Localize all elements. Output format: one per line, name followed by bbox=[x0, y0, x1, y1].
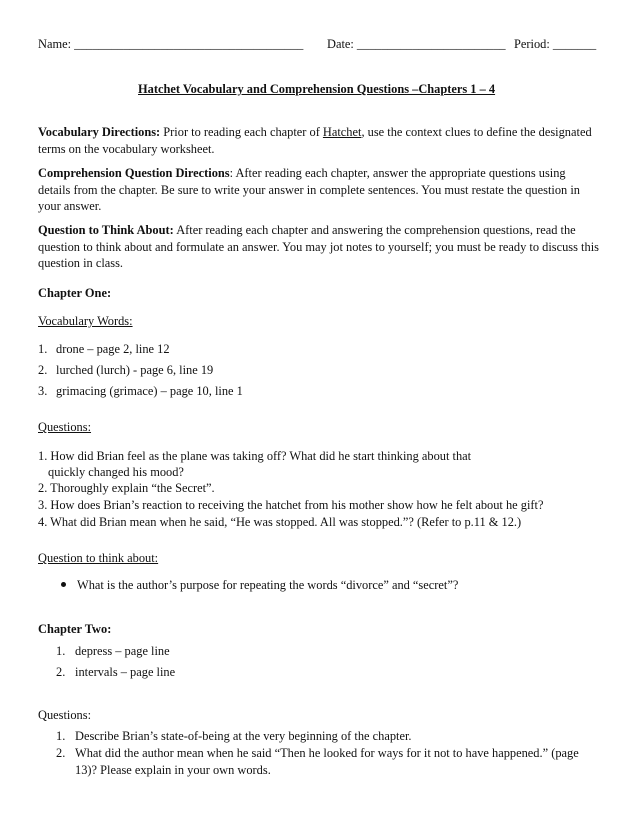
vocabulary-directions bbox=[38, 124, 600, 157]
chapter-one-think-label: Question to think about: bbox=[38, 551, 159, 565]
vocab-item: 1. drone – page 2, line 12 bbox=[38, 342, 170, 356]
question-item: 2. What did the author mean when he said “Then he looked for ways for it not to have happened.” (page bbox=[56, 746, 579, 760]
think-bullet-item: What is the author’s purpose for repeating the words “divorce” and “secret”? bbox=[61, 577, 458, 594]
vocab-item: 3. grimacing (grimace) – page 10, line 1 bbox=[38, 384, 243, 398]
question-item-continued: quickly changed his mood? bbox=[48, 465, 184, 479]
vocabulary-directions-text-start: Prior to reading each chapter of bbox=[160, 125, 323, 139]
chapter-one-heading: Chapter One: bbox=[38, 286, 112, 300]
question-item: 1. How did Brian feel as the plane was taking off? What did he start thinking about that bbox=[38, 449, 472, 463]
question-item: 3. How does Brian’s reaction to receiving the hatchet from his mother show how he felt about he gift? bbox=[38, 498, 544, 512]
think-about-directions bbox=[38, 222, 600, 272]
vocab-item: 2. intervals – page line bbox=[56, 665, 176, 679]
think-about-directions-text: After reading each chapter and answering the comprehension questions, read the question to think about and formulate an answer. You may jot notes to yourself; you must be ready to discuss this question in class. bbox=[38, 223, 599, 270]
vocabulary-directions-heading: Vocabulary Directions: bbox=[38, 125, 161, 139]
chapter-one-questions-label: Questions: bbox=[38, 420, 92, 434]
think-about-directions-heading: Question to Think About: bbox=[38, 223, 174, 237]
vocabulary-directions-text-end: , use the context clues to define the designated terms on the vocabulary worksheet. bbox=[38, 125, 592, 156]
question-item: 4. What did Brian mean when he said, “He was stopped. All was stopped.”? (Refer to p.11 & 12.) bbox=[38, 515, 522, 529]
vocab-item: 2. lurched (lurch) - page 6, line 19 bbox=[38, 363, 214, 377]
comprehension-directions-heading: Comprehension Question Directions bbox=[38, 166, 230, 180]
chapter-two-questions-label: Questions: bbox=[38, 708, 92, 722]
question-item: 2. Thoroughly explain “the Secret”. bbox=[38, 481, 215, 495]
period-field-label: Period: _______ bbox=[514, 37, 597, 51]
question-item-continued: 13)? Please explain in your own words. bbox=[75, 763, 271, 777]
chapter-two-heading: Chapter Two: bbox=[38, 622, 112, 636]
document-title: Hatchet Vocabulary and Comprehension Questions –Chapters 1 – 4 bbox=[138, 82, 496, 96]
bullet-icon bbox=[61, 582, 66, 587]
vocab-item: 1. depress – page line bbox=[56, 644, 170, 658]
question-item: 1. Describe Brian’s state-of-being at the very beginning of the chapter. bbox=[56, 729, 412, 743]
chapter-one-vocab-label: Vocabulary Words: bbox=[38, 314, 133, 328]
comprehension-directions-text: : After reading each chapter, answer the appropriate questions using details from the chapter. Be sure to write your answer in complete sentences. You must restate the question in your answer. bbox=[38, 166, 580, 213]
date-field-label: Date: ________________________ bbox=[327, 37, 506, 51]
name-field-label: Name: _____________________________________ bbox=[38, 37, 304, 51]
comprehension-directions bbox=[38, 165, 600, 215]
book-title: Hatchet bbox=[322, 125, 362, 139]
